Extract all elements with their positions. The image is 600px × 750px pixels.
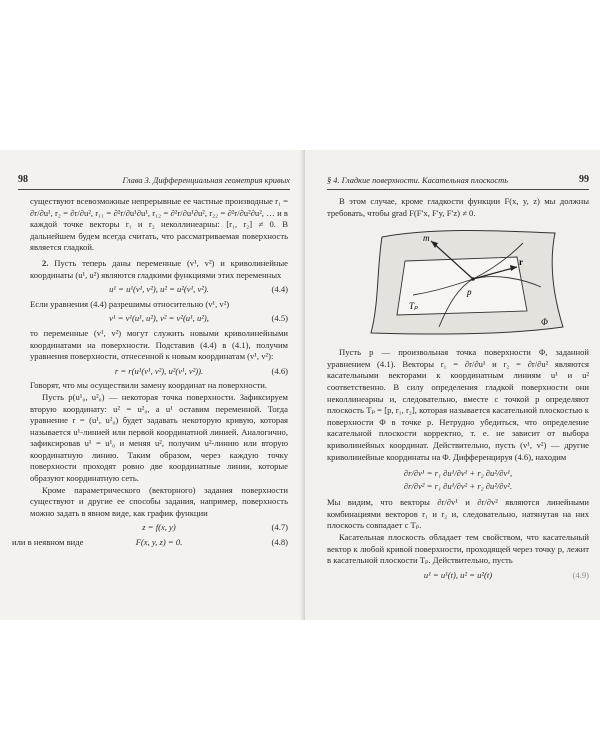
equation-4-7: [30, 522, 288, 534]
right-para-4: Касательная плоскость обладает тем свойством, что касательный вектор к любой кривой поверхности, проходящей через точку p, лежит в касательной плоскости Tₚ. Действительно, пусть: [327, 531, 589, 566]
right-body: [327, 196, 589, 584]
tangent-plane-figure: [327, 223, 589, 341]
item-number: 2.: [42, 257, 49, 268]
equation-4-5-body: v¹ = v¹(u¹, u²), v² = v²(u¹, u²),: [109, 313, 209, 324]
left-para-4: то переменные (v¹, v²) могут служить новыми криволинейными координатами на поверхности. Подставив (4.4) в (4.1), получим уравнения поверхности, отнесенной к новым координатам (v¹, v²):: [30, 327, 288, 362]
label-r: r: [519, 257, 523, 268]
equation-4-7-body: z = f(x, y): [142, 522, 176, 533]
left-body: [12, 196, 288, 552]
left-para-6: Пусть p(u¹₀, u²₀) — некоторая точка поверхности. Зафиксируем вторую координату: u² = u²₀, а u¹ оставим переменной. Тогда уравнение r = (u¹, u²₀) будет задавать некоторую кривую, которая называется u¹-линией или первой координатной линией. Аналогично, зафиксировав u¹ = u¹₀ и меняя u², получим u²-линию или вторую координатную линию. Таким образом, через каждую точку поверхности проходят ровно две координатные линии, которые образуют координатную сеть.: [30, 391, 288, 484]
label-p: p: [467, 287, 472, 298]
book-spread: [0, 150, 600, 620]
left-para-3: Если уравнения (4.4) разрешимы относительно (v¹, v²): [30, 298, 230, 309]
right-page-number: 99: [579, 174, 589, 185]
label-phi: Φ: [541, 317, 548, 328]
equation-4-8-body: F(x, y, z) = 0.: [135, 537, 183, 548]
label-m: m: [423, 233, 430, 244]
equation-4-4: [30, 284, 288, 296]
derivative-equations: [327, 467, 589, 493]
equation-dr-dv1: ∂r/∂v¹ = r₁ ∂u¹/∂v¹ + r₂ ∂u²/∂v¹,: [403, 468, 513, 479]
label-tp: Tₚ: [409, 301, 418, 312]
equation-4-8: [12, 537, 288, 549]
left-para-8: или в неявном виде: [12, 537, 84, 548]
right-para-1: В этом случае, кроме гладкости функции F(x, y, z) мы должны требовать, чтобы grad F(F′x, F′y, F′z) ≠ 0.: [327, 196, 589, 218]
left-para-7: Кроме параметрического (векторного) задания поверхности существуют и другие ее способы задания, например, поверхность можно задать в явном виде, как график функции: [30, 484, 288, 518]
point-p: [471, 277, 475, 281]
equation-4-8-number: (4.8): [271, 537, 288, 548]
equation-4-4-body: u¹ = u¹(v¹, v²), u² = u²(v¹, v²).: [109, 284, 209, 295]
right-page-header: [327, 174, 589, 186]
equation-4-6-body: r = r(u¹(v¹, v²), u²(v¹, v²)).: [114, 365, 204, 376]
left-page-header: [18, 174, 290, 186]
left-running-title: Глава 3. Дифференциальная геометрия кривых: [122, 176, 290, 185]
equation-4-7-number: (4.7): [271, 522, 288, 533]
right-header-rule: [327, 189, 589, 190]
left-page-number: 98: [18, 174, 28, 185]
equation-4-9: [327, 570, 589, 582]
left-para-2: [30, 258, 288, 281]
equation-4-9-body: u¹ = u¹(t), u² = u²(t): [423, 569, 493, 580]
left-para-1: существуют всевозможные непрерывные ее частные производные r₁ = ∂r/∂u¹, r₂ = ∂r/∂u², r₁₁ = ∂²r/∂u¹∂u¹, r₁₂ = ∂²r/∂u¹∂u², r₂₂ = ∂²r/∂u²∂u², … и в каждой точке векторы r₁ и r₂ неколлинеарны: [r₁, r₂] ≠ 0. В дальнейшем будем всегда считать, что рассматриваемая поверхность является гладкой.: [30, 196, 288, 253]
right-page: [305, 150, 600, 620]
equation-dr-dv2: ∂r/∂v² = r₁ ∂u¹/∂v² + r₂ ∂u²/∂v².: [403, 481, 513, 492]
equation-4-6-number: (4.6): [271, 365, 288, 376]
tangent-plane-diagram: [327, 223, 589, 341]
left-page: [0, 150, 305, 620]
left-header-rule: [18, 189, 290, 190]
right-running-title: § 4. Гладкие поверхности. Касательная плоскость: [327, 176, 509, 185]
equation-4-6: [30, 366, 288, 378]
right-para-2: Пусть p — произвольная точка поверхности Φ, заданной уравнением (4.1). Векторы r₁ = ∂r/∂u¹ и r₂ = ∂r/∂u² являются касательными векторами к координатным линиям u¹ и u² соответственно. В силу определения гладкой поверхности они неколлинеарны и, следовательно, вместе с точкой p определяют плоскость Tₚ = [p, r₁, r₂], которая называется касательной плоскостью к поверхности Φ в точке p. Нетрудно убедиться, что определение касательной плоскости корректно, т. е. не зависит от выбора криволинейных координат. Действительно, пусть (v¹, v²) — другие криволинейные координаты на Φ. Дифференцируя (4.6), находим: [327, 347, 589, 462]
right-para-3: Мы видим, что векторы ∂r/∂v¹ и ∂r/∂v² являются линейными комбинациями векторов r₁ и r₂ и, следовательно, натянутая на них плоскость совпадает с Tₚ.: [327, 497, 589, 531]
equation-4-5-number: (4.5): [271, 313, 288, 324]
left-para-5: Говорят, что мы осуществили замену координат на поверхности.: [30, 380, 268, 391]
left-para-2-text: Пусть теперь даны переменные (v¹, v²) и криволинейные координаты (u¹, u²) являются гладкими функциями этих переменных: [30, 257, 288, 280]
equation-4-9-number: (4.9): [572, 569, 589, 580]
equation-4-4-number: (4.4): [271, 284, 288, 295]
equation-4-5: [30, 313, 288, 325]
